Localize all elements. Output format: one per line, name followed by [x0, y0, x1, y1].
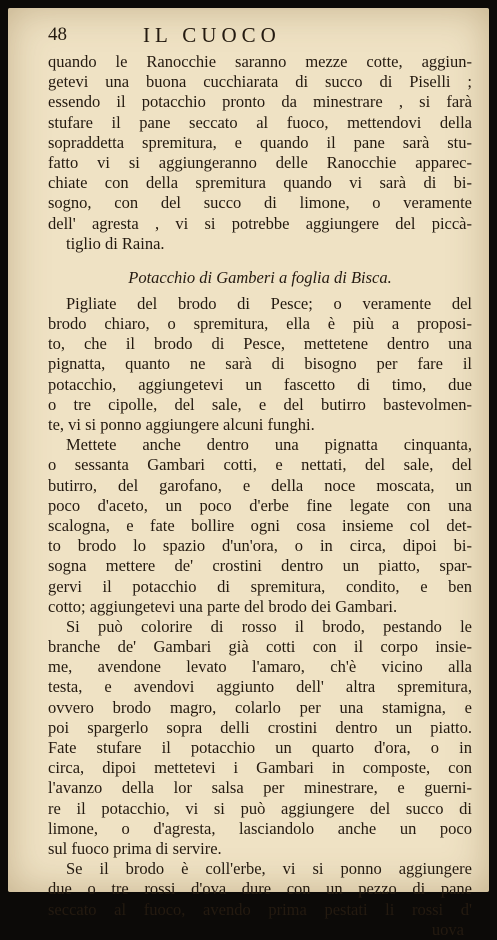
- text-line: circa, dipoi mettetevi i Gambari in composte, con: [48, 758, 472, 778]
- paragraph-erbe: [48, 859, 472, 920]
- text-line: quando le Ranocchie saranno mezze cotte, aggiun-: [48, 52, 472, 71]
- text-line: butirro, del garofano, e della noce moscata, un: [48, 475, 472, 495]
- text-line: Pigliate del brodo di Pesce; o veramente del: [66, 293, 472, 313]
- text-line: branche de' Gambari già cotti con il corpo insie-: [48, 637, 472, 657]
- text-line: Se il brodo è coll'erbe, vi si ponno aggiungere: [66, 859, 472, 879]
- text-line: poi spargerlo sopra delli crostini dentro un piatto.: [48, 717, 472, 737]
- text-line: Si può colorire di rosso il brodo, pestando le: [66, 616, 472, 636]
- text-line: sogno, con del succo di limone, o veramente: [48, 193, 472, 213]
- text-line: te, vi si ponno aggiungere alcuni funghi.: [48, 415, 315, 434]
- page-number: 48: [48, 24, 67, 45]
- text-line: dell' agresta , vi si potrebbe aggiungere del piccà-: [48, 213, 472, 233]
- text-line: stufare il pane seccato al fuoco, mettendovi della: [48, 112, 472, 132]
- paragraph-brodo: [48, 294, 472, 435]
- text-line: me, avendone levato l'amaro, ch'è vicino alla: [48, 657, 472, 677]
- text-line: ovvero brodo magro, colarlo per una stamigna, e: [48, 697, 472, 717]
- text-line: sogna mettere de' crostini dentro un piatto, spar-: [48, 556, 472, 576]
- text-line: brodo chiaro, o spremitura, ella è più a proposi-: [48, 314, 472, 334]
- page-frame: [8, 8, 489, 939]
- text-line: potacchio, aggiungetevi un fascetto di timo, due: [48, 374, 472, 394]
- text-line: limone, o d'agresta, lasciandolo anche un poco: [48, 818, 472, 838]
- paragraph-ranocchie: [48, 52, 472, 254]
- text-line: o tre cipolle, del sale, e del butirro bastevolmen-: [48, 394, 472, 414]
- text-line: due o tre rossi d'ova dure con un pezzo di pane: [48, 879, 472, 899]
- text-line: cotto; aggiungetevi una parte del brodo dei Gambari.: [48, 596, 398, 616]
- text-line: getevi una buona cucchiarata di succo di Piselli ;: [48, 72, 472, 92]
- text-line: sopraddetta spremitura, e quando il pane sarà stu-: [48, 132, 472, 152]
- text-line: gervi il potacchio di spremitura, condito, e ben: [48, 576, 472, 596]
- text-line: sul fuoco prima di servire.: [48, 838, 222, 858]
- text-line: re il potacchio, vi si può aggiungere del succo di: [48, 798, 472, 818]
- recipe-title: Potacchio di Gamberi a foglia di Bisca.: [128, 267, 392, 287]
- running-head: IL CUOCO: [143, 23, 281, 47]
- text-line: pignatta, quanto ne sarà di bisogno per fare il: [48, 354, 472, 374]
- text-line: to brodo lo spazio d'un'ora, o in circa, dipoi bi-: [48, 536, 472, 556]
- text-line: o sessanta Gambari cotti, e nettati, del sale, del: [48, 455, 472, 475]
- text-line: Fate stufare il potacchio un quarto d'ora, o in: [48, 738, 472, 757]
- text-line: to, che il brodo di Pesce, mettetene dentro una: [48, 334, 472, 354]
- text-line: testa, e avendovi aggiunto dell' altra spremitura,: [48, 677, 472, 697]
- text-line: poco d'aceto, un poco d'erbe fine legate con una: [48, 495, 472, 515]
- book-page: [18, 8, 488, 939]
- text-line: chiate con della spremitura quando vi sarà di bi-: [48, 173, 472, 193]
- paragraph-colorire: [48, 617, 472, 859]
- text-line: l'avanzo della lor salsa per minestrare, e guerni-: [48, 778, 472, 798]
- text-line: seccato al fuoco, avendo prima pestati li rossi d': [48, 899, 472, 919]
- text-line: Mettete anche dentro una pignatta cinquanta,: [66, 435, 472, 455]
- text-line: scalogna, e fate bollire ogni cosa insieme col det-: [48, 515, 472, 535]
- text-line: fatto vi si aggiungeranno delle Ranocchie apparec-: [48, 152, 472, 172]
- text-line: essendo il potacchio pronto da minestrare , si farà: [48, 92, 472, 112]
- paragraph-gambari: [48, 435, 472, 617]
- catchword: uova: [431, 919, 464, 939]
- text-line: tiglio di Raina.: [66, 233, 165, 253]
- page-header: [48, 24, 468, 52]
- body-text: [48, 52, 472, 940]
